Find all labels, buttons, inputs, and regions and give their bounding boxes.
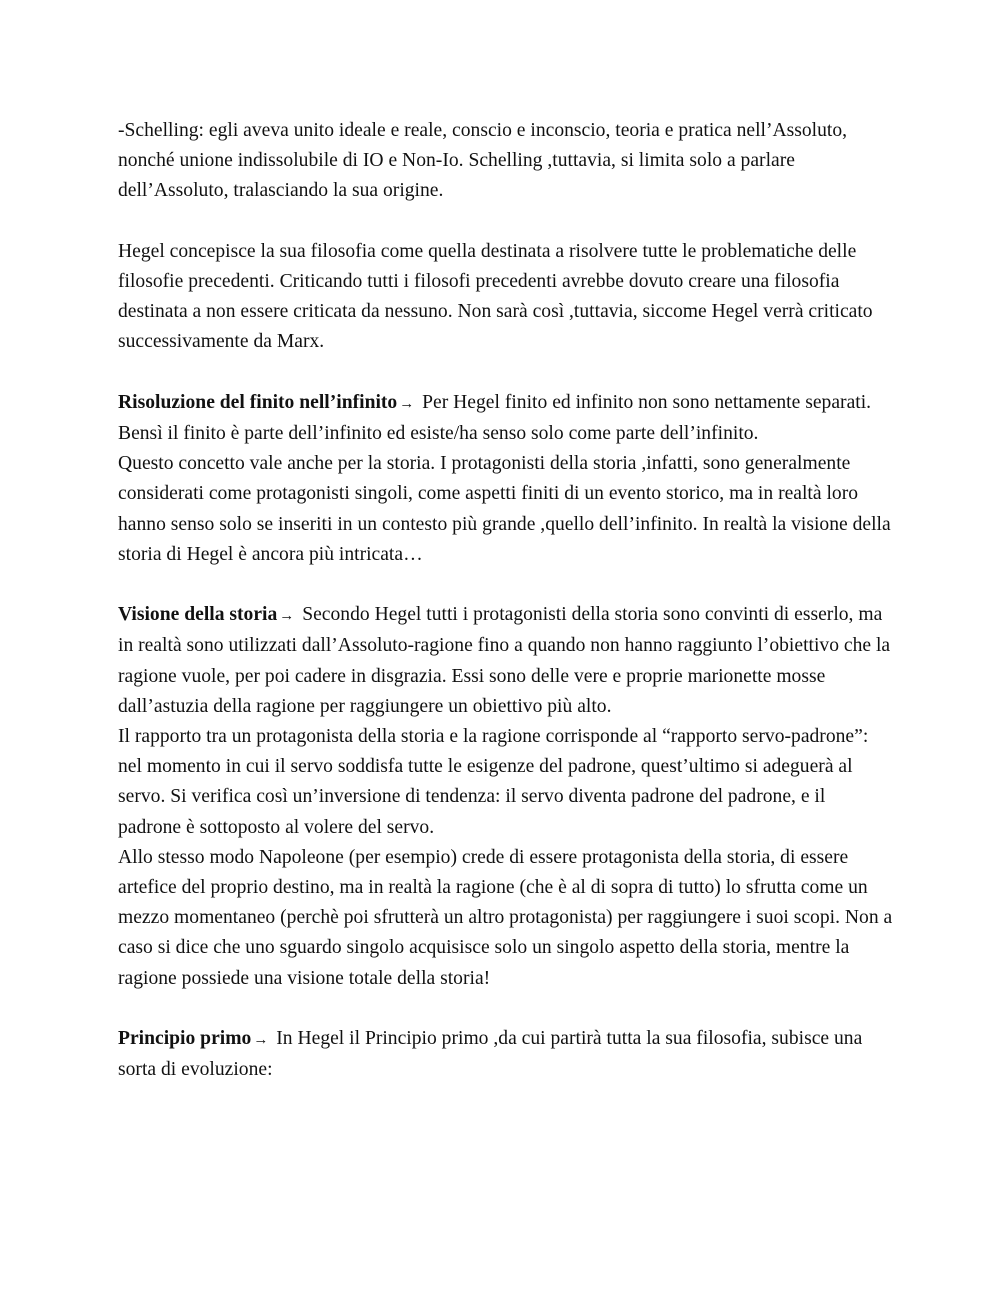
document-body	[118, 116, 893, 1085]
paragraph-hegel-intro	[118, 237, 893, 358]
section-heading: Visione della storia	[118, 604, 278, 626]
paragraph-text: Hegel concepisce la sua filosofia come quella destinata a risolvere tutte le problematiche delle filosofie precedenti. Criticando tutti i filosofi precedenti avrebbe dovuto creare una filosofia destinata a non essere criticata da nessuno. Non sarà così ,tuttavia, siccome Hegel verrà criticato successivamente da Marx.	[118, 240, 873, 353]
paragraph-storia-concetto	[118, 449, 893, 570]
right-arrow-icon: →	[399, 395, 415, 412]
section-heading: Risoluzione del finito nell’infinito	[118, 391, 398, 413]
section-heading: Principio primo	[118, 1028, 252, 1050]
paragraph-text: Questo concetto vale anche per la storia. I protagonisti della storia ,infatti, sono generalmente considerati come protagonisti singoli, come aspetti finiti di un evento storico, ma in realtà loro hanno senso solo se inseriti in un contesto più grande ,quello dell’infinito. In realtà la visione della storia di Hegel è ancora più intricata…	[118, 453, 891, 565]
right-arrow-icon: →	[279, 608, 295, 625]
paragraph-servo-padrone	[118, 722, 893, 843]
paragraph-text: Allo stesso modo Napoleone (per esempio) crede di essere protagonista della storia, di essere artefice del proprio destino, ma in realtà la ragione (che è al di sopra di tutto) lo sfrutta come un mezzo momentaneo (perchè poi sfrutterà un altro protagonista) per raggiungere i suoi scopi. Non a caso si dice che uno sguardo singolo acquisisce solo un singolo aspetto della storia, mentre la ragione possiede una visione totale della storia!	[118, 846, 893, 989]
paragraph-text: In Hegel il Principio primo ,da cui partirà tutta la sua filosofia, subisce una sorta di evoluzione:	[118, 1028, 863, 1081]
paragraph-spacer	[118, 358, 893, 388]
paragraph-text: Secondo Hegel tutti i protagonisti della storia sono convinti di esserlo, ma in realtà sono utilizzati dall’Assoluto-ragione fino a quando non hanno raggiunto l’obiettivo che la ragione vuole, per poi cadere in disgrazia. Essi sono delle vere e proprie marionette mosse dall’astuzia della ragione per raggiungere un obiettivo più alto.	[118, 604, 891, 717]
paragraph-principio	[118, 1024, 893, 1085]
paragraph-risoluzione	[118, 388, 893, 449]
paragraph-schelling	[118, 116, 893, 207]
paragraph-text: -Schelling: egli aveva unito ideale e reale, conscio e inconscio, teoria e pratica nell’Assoluto, nonché unione indissolubile di IO e Non-Io. Schelling ,tuttavia, si limita solo a parlare dell’Assoluto, tralasciando la sua origine.	[118, 120, 848, 202]
paragraph-visione	[118, 600, 893, 722]
paragraph-spacer	[118, 994, 893, 1024]
paragraph-spacer	[118, 207, 893, 237]
paragraph-text: Il rapporto tra un protagonista della storia e la ragione corrisponde al “rapporto servo-padrone”: nel momento in cui il servo soddisfa tutte le esigenze del padrone, quest’ultimo si adeguerà al servo. Si verifica così un’inversione di tendenza: il servo diventa padrone del padrone, e il padrone è sottoposto al volere del servo.	[118, 726, 869, 838]
paragraph-text: Per Hegel finito ed infinito non sono nettamente separati. Bensì il finito è parte dell’infinito ed esiste/ha senso solo come parte dell’infinito.	[118, 391, 872, 444]
paragraph-napoleone	[118, 843, 893, 994]
paragraph-spacer	[118, 570, 893, 600]
right-arrow-icon: →	[253, 1032, 269, 1049]
